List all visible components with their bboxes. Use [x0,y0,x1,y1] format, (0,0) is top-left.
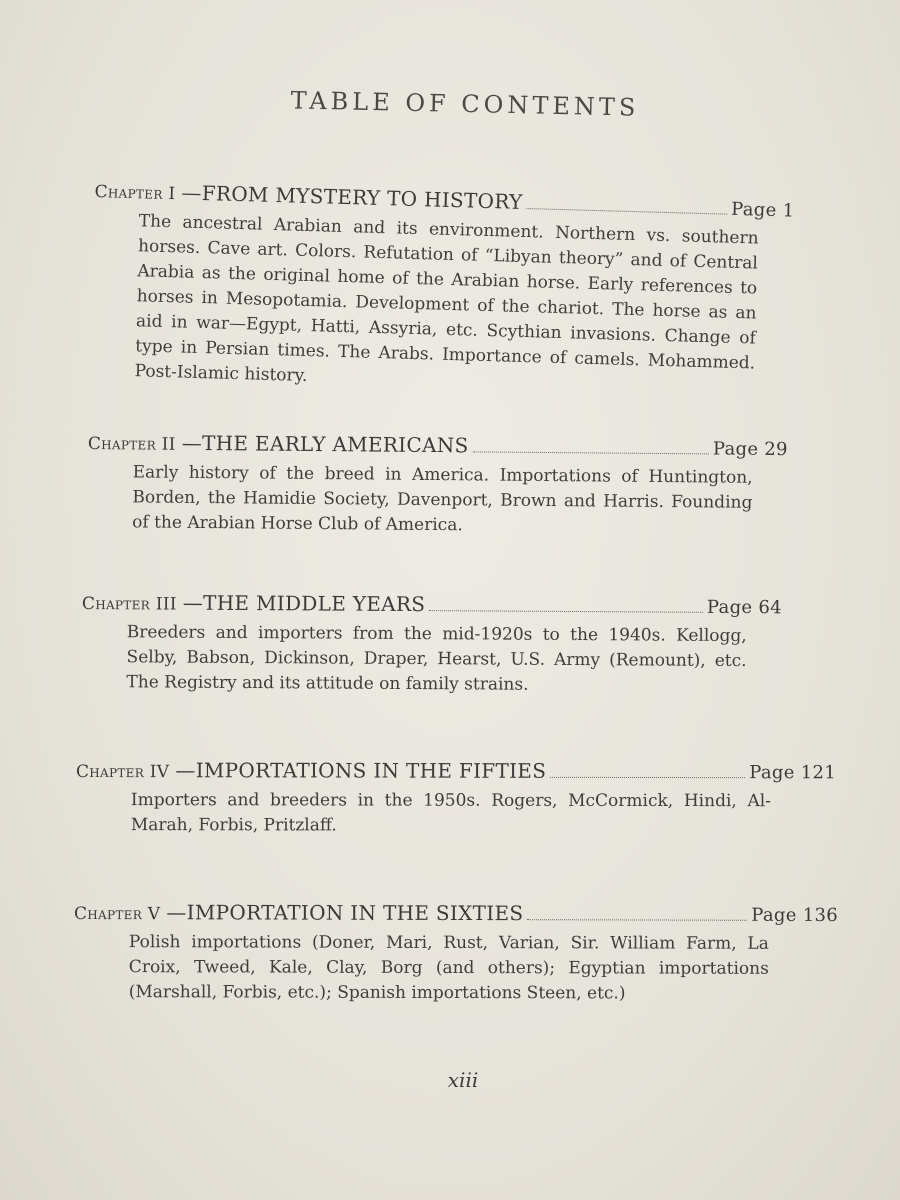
chapter-title: —THE EARLY AMERICANS [181,430,469,458]
chapter-entry-1 [89,178,794,402]
chapter-title: —IMPORTATIONS IN THE FIFTIES [175,758,547,783]
chapter-heading [74,900,838,926]
dot-leader [527,918,747,921]
chapter-title: —IMPORTATION IN THE SIXTIES [166,900,524,926]
chapter-entry-3 [81,590,782,699]
chapter-page-ref: Page 64 [706,596,782,619]
chapter-entry-5 [74,900,838,1007]
chapter-label: Chapter III [81,593,177,615]
chapter-description: The ancestral Arabian and its environment. Northern vs. southern horses. Cave art. Colors. Refutation of “Libyan theory” and of Central Arabia as the original home of the Arabian horse. Early references to horses in Mesopotamia. Development of the chariot. The horse as an aid in war—Egypt, Hatti, Assyria, etc. Scythian invasions. Change of type in Persian times. The Arabs. Importance of camels. Mohammed. Post-Islamic history. [134,211,759,387]
page-number: xiii [447,1068,479,1092]
chapter-description: Early history of the breed in America. Importations of Huntington, Borden, the Hamidie Society, Davenport, Brown and Harris. Founding of the Arabian Horse Club of America. [132,462,753,536]
chapter-page-ref: Page 121 [749,762,836,784]
chapter-title: —THE MIDDLE YEARS [182,590,426,617]
chapter-title: —FROM MYSTERY TO HISTORY [181,180,523,214]
dot-leader [429,609,703,613]
dot-leader [526,207,727,215]
chapter-heading [82,590,782,618]
chapter-label: Chapter V [73,904,161,925]
chapter-heading [76,758,836,783]
chapter-description: Polish importations (Doner, Mari, Rust, Varian, Sir. William Farm, La Croix, Tweed, Kale, Clay, Borg (and others); Egyptian importations (Marshall, Forbis, etc.); Spanish importations Steen, etc.) [128,932,769,1004]
chapter-entry-4 [76,758,836,839]
chapter-page-ref: Page 136 [751,904,838,927]
chapter-description: Importers and breeders in the 1950s. Rogers, McCormick, Hindi, Al-Marah, Forbis, Pritzlaff. [130,790,771,836]
chapter-description: Breeders and importers from the mid-1920s to the 1940s. Kellogg, Selby, Babson, Dickinson, Draper, Hearst, U.S. Army (Remount), etc. The Registry and its attitude on family strains. [126,622,747,695]
chapter-label: Chapter IV [75,762,170,783]
chapter-entry-2 [87,430,788,541]
chapter-page-ref: Page 1 [730,198,795,222]
chapter-label: Chapter II [87,433,176,455]
chapter-page-ref: Page 29 [712,438,788,461]
page-title: TABLE OF CONTENTS [290,86,640,122]
dot-leader [550,776,745,778]
chapter-label: Chapter I [94,181,176,205]
dot-leader [473,450,709,454]
chapter-heading [88,430,788,460]
